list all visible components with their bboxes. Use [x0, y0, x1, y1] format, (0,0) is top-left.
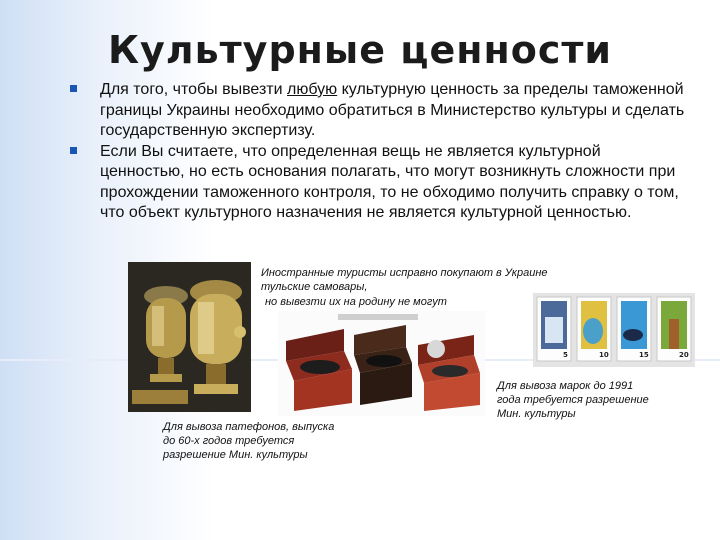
stamps-caption-line-2: года требуется разрешение: [497, 394, 649, 406]
underlined-word: любую: [287, 81, 338, 98]
bullet-item-1: [62, 80, 687, 142]
bullet-text-1: Для того, чтобы вывезти любую культурную ценность за пределы таможенной границы Украины необходимо обратиться в Министерство культуры и сделать государственную экспертизу.: [100, 81, 685, 139]
samovar-caption-line-3: но вывезти их на родину не могут: [265, 296, 447, 308]
bullet-item-2: [62, 142, 687, 224]
gramophones-image: [278, 311, 485, 416]
stamp-value-4: 20: [679, 351, 689, 359]
samovar-caption-line-2: тульские самовары,: [261, 281, 368, 293]
stamp-value-1: 5: [563, 351, 568, 359]
bullet-square-icon: [70, 85, 77, 92]
gramophones-photo: [278, 311, 485, 416]
stamps-caption-line-1: Для вывоза марок до 1991: [497, 380, 634, 392]
stamps-photo: [533, 293, 695, 367]
gramophone-caption-line-2: до 60-х годов требуется: [163, 435, 295, 447]
bullet-square-icon: [70, 147, 77, 154]
samovar-caption-line-1: Иностранные туристы исправно покупают в Украине: [261, 267, 548, 279]
stamps-caption-line-3: Мин. культуры: [497, 408, 576, 420]
stamp-value-3: 15: [639, 351, 649, 359]
samovar-photo: [128, 262, 251, 412]
slide-title: Культурные ценности: [107, 28, 613, 72]
gramophone-caption-line-1: Для вывоза патефонов, выпуска: [163, 421, 335, 433]
stamp-value-2: 10: [599, 351, 609, 359]
stamps-image: [533, 293, 695, 367]
bullet-list: [62, 80, 687, 224]
samovar-image: [128, 262, 251, 412]
bullet-text-2: Если Вы считаете, что определенная вещь не является культурной ценностью, но есть основания полагать, что могут возникнуть сложности при прохождении таможенного контроля, то не обходимо получить справку о том, что объект культурного назначения не является культурной ценностью.: [100, 142, 679, 221]
gramophone-caption-line-3: разрешение Мин. культуры: [163, 449, 308, 461]
